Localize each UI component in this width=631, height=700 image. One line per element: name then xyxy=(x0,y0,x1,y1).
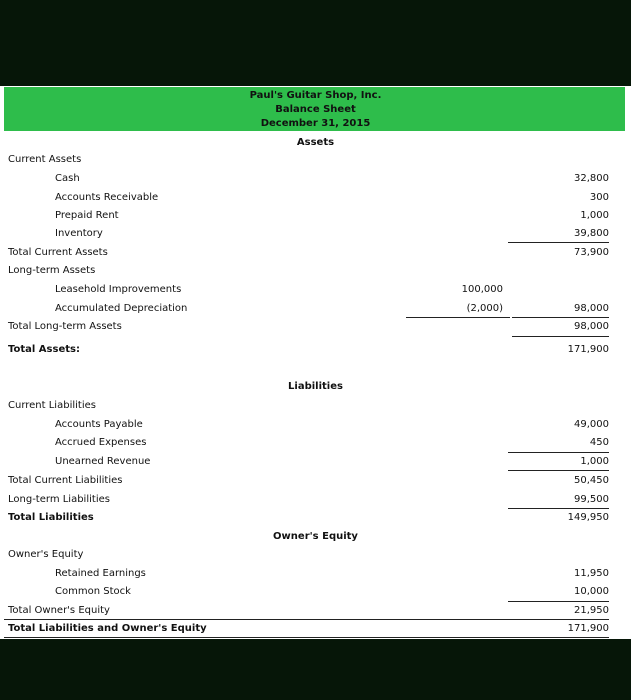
total-assets-label: Total Assets: xyxy=(8,344,80,355)
company-name: Paul's Guitar Shop, Inc. xyxy=(249,90,382,101)
assets-heading: Assets xyxy=(296,137,335,148)
accumulated-depreciation-label: Accumulated Depreciation xyxy=(55,303,188,314)
leasehold-improvements-value: 100,000 xyxy=(461,284,503,295)
current-liabilities-row xyxy=(0,400,631,418)
cash-row xyxy=(0,173,631,191)
cash-label: Cash xyxy=(55,173,80,184)
total-liabilities-equity-value: 171,900 xyxy=(567,623,609,634)
balance-sheet xyxy=(0,86,631,639)
total-current-assets-value: 73,900 xyxy=(574,247,609,258)
accounts-receivable-row xyxy=(0,192,631,210)
long-term-liabilities-value: 99,500 xyxy=(574,494,609,505)
inventory-value: 39,800 xyxy=(574,228,609,239)
accrued-underline xyxy=(508,452,609,453)
total-owners-equity-label: Total Owner's Equity xyxy=(8,605,110,616)
total-liabilities-equity-label: Total Liabilities and Owner's Equity xyxy=(8,623,207,634)
accrued-expenses-value: 450 xyxy=(589,437,609,448)
total-current-liabilities-label: Total Current Liabilities xyxy=(8,475,123,486)
final-underline xyxy=(4,637,609,638)
current-liabilities-label: Current Liabilities xyxy=(8,400,96,411)
long-term-liabilities-row xyxy=(0,494,631,512)
prepaid-rent-row xyxy=(0,210,631,228)
total-assets-row xyxy=(0,344,631,362)
total-liabilities-value: 149,950 xyxy=(567,512,609,523)
prepaid-rent-value: 1,000 xyxy=(580,210,609,221)
retained-earnings-row xyxy=(0,568,631,586)
common-stock-label: Common Stock xyxy=(55,586,131,597)
total-liabilities-row xyxy=(0,512,631,530)
net-leasehold-underline xyxy=(512,317,609,318)
equity-total-underline xyxy=(4,619,609,620)
unearned-revenue-value: 1,000 xyxy=(580,456,609,467)
inventory-row xyxy=(0,228,631,246)
long-term-liabilities-underline xyxy=(508,508,609,509)
common-stock-underline xyxy=(508,601,609,602)
current-assets-row xyxy=(0,154,631,172)
inventory-label: Inventory xyxy=(55,228,103,239)
leasehold-improvements-row xyxy=(0,284,631,302)
long-term-assets-label: Long-term Assets xyxy=(8,265,96,276)
accounts-payable-value: 49,000 xyxy=(574,419,609,430)
accounts-payable-label: Accounts Payable xyxy=(55,419,143,430)
long-term-liabilities-label: Long-term Liabilities xyxy=(8,494,110,505)
total-owners-equity-value: 21,950 xyxy=(574,605,609,616)
long-term-assets-row xyxy=(0,265,631,283)
total-long-term-assets-value: 98,000 xyxy=(574,321,609,332)
owners-equity-label: Owner's Equity xyxy=(8,549,84,560)
accounts-payable-row xyxy=(0,419,631,437)
common-stock-value: 10,000 xyxy=(574,586,609,597)
total-assets-value: 171,900 xyxy=(567,344,609,355)
leasehold-improvements-label: Leasehold Improvements xyxy=(55,284,182,295)
total-liabilities-label: Total Liabilities xyxy=(8,512,94,523)
unearned-revenue-row xyxy=(0,456,631,474)
accounts-receivable-label: Accounts Receivable xyxy=(55,192,159,203)
depreciation-underline xyxy=(406,317,510,318)
accumulated-depreciation-value: (2,000) xyxy=(466,303,503,314)
net-leasehold-value: 98,000 xyxy=(574,303,609,314)
inventory-underline xyxy=(508,242,609,243)
equity-heading: Owner's Equity xyxy=(273,531,358,542)
total-current-assets-row xyxy=(0,247,631,265)
unearned-underline xyxy=(508,470,609,471)
unearned-revenue-label: Unearned Revenue xyxy=(55,456,151,467)
total-owners-equity-row xyxy=(0,605,631,623)
statement-date: December 31, 2015 xyxy=(260,118,371,129)
retained-earnings-value: 11,950 xyxy=(574,568,609,579)
total-current-liabilities-row xyxy=(0,475,631,493)
total-liabilities-equity-row xyxy=(0,623,631,641)
total-current-liabilities-value: 50,450 xyxy=(574,475,609,486)
long-term-total-underline xyxy=(512,336,609,337)
total-long-term-assets-label: Total Long-term Assets xyxy=(8,321,122,332)
total-current-assets-label: Total Current Assets xyxy=(8,247,108,258)
prepaid-rent-label: Prepaid Rent xyxy=(55,210,119,221)
liabilities-heading: Liabilities xyxy=(288,381,343,392)
accrued-expenses-label: Accrued Expenses xyxy=(55,437,147,448)
retained-earnings-label: Retained Earnings xyxy=(55,568,146,579)
current-assets-label: Current Assets xyxy=(8,154,82,165)
accounts-receivable-value: 300 xyxy=(589,192,609,203)
cash-value: 32,800 xyxy=(574,173,609,184)
owners-equity-row xyxy=(0,549,631,567)
statement-title: Balance Sheet xyxy=(275,104,356,115)
accumulated-depreciation-row xyxy=(0,303,631,321)
